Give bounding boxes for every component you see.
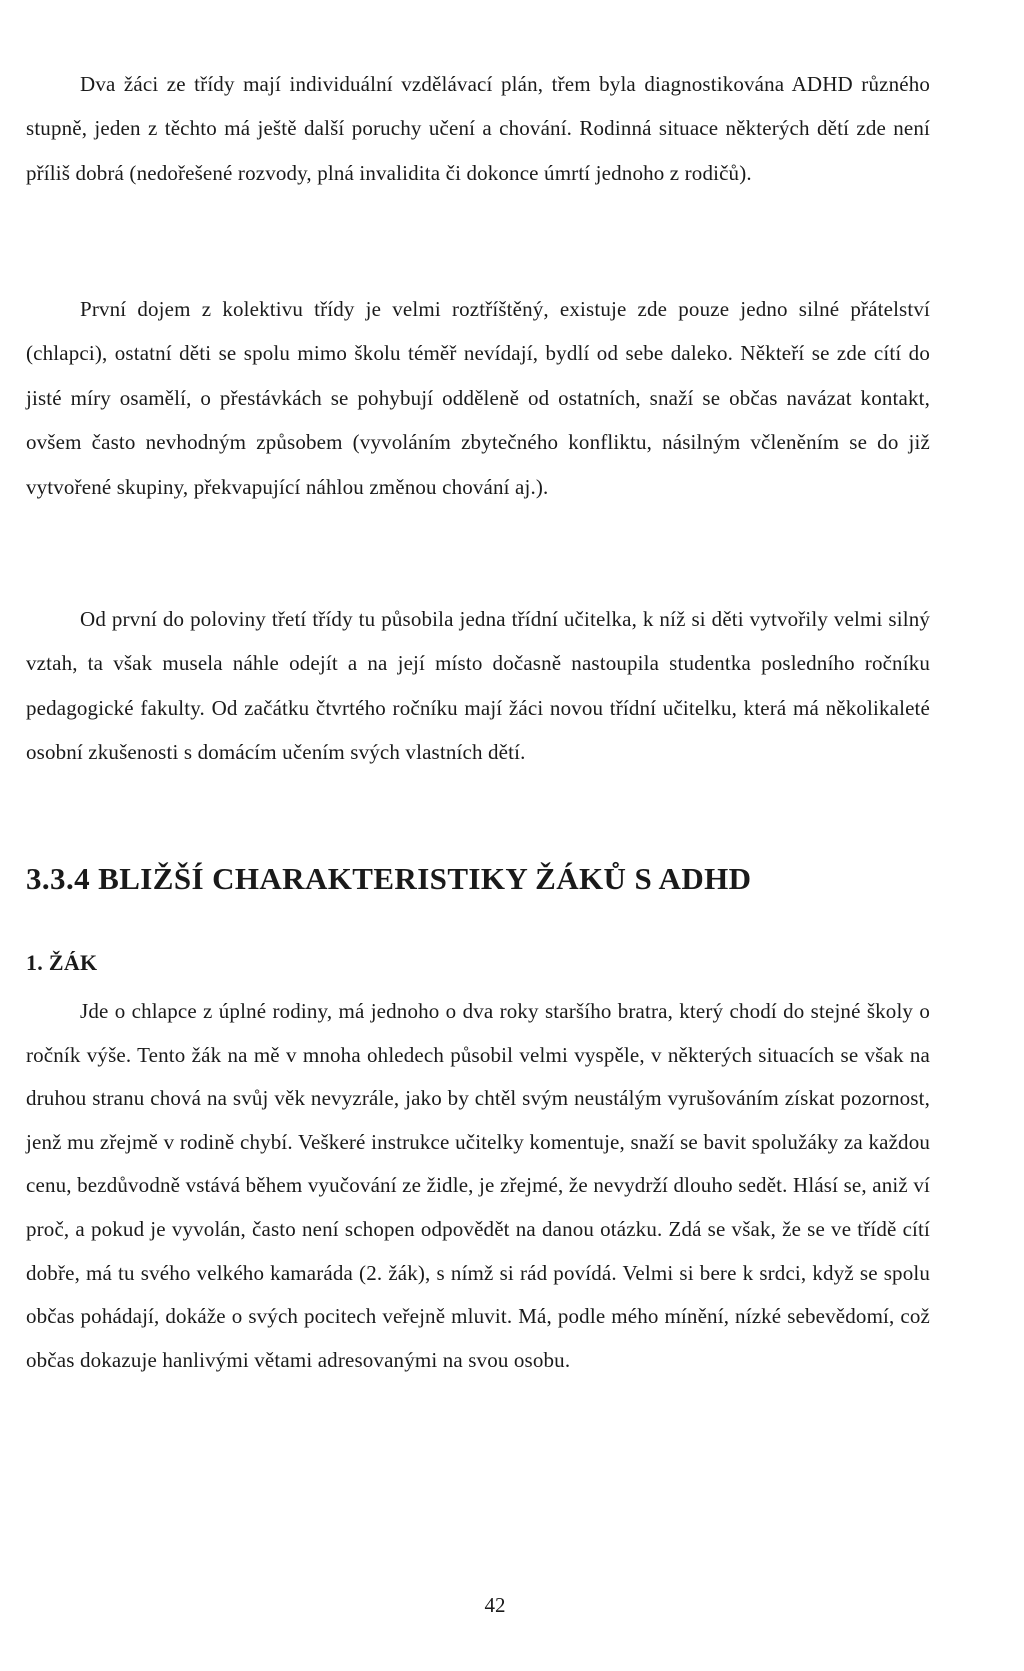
paragraph-student-description: Jde o chlapce z úplné rodiny, má jednoho o dva roky staršího bratra, který chodí do stejné školy o ročník výše. Tento žák na mě v mnoha ohledech působil velmi vyspěle, v některých situacích se však na druhou stranu chová na svůj věk nevyzrále, jako by chtěl svým neustálým vyrušováním získat pozornost, jenž mu zřejmě v rodině chybí. Veškeré instrukce učitelky komentuje, snaží se bavit spolužáky za každou cenu, bezdůvodně vstává během vyučování ze židle, je zřejmé, že nevydrží dlouho sedět. Hlásí se, aniž ví proč, a pokud je vyvolán, často není schopen odpovědět na danou otázku. Zdá se však, že se ve třídě cítí dobře, má tu svého velkého kamaráda (2. žák), s nímž si rád povídá. Velmi si bere k srdci, když se spolu občas pohádají, dokáže o svých pocitech veřejně mluvit. Má, podle mého mínění, nízké sebevědomí, což občas dokazuje hanlivými větami adresovanými na svou osobu. [26,999,930,1372]
page-number: 42 [484,1593,506,1617]
paragraph-class-composition: Dva žáci ze třídy mají individuální vzdělávací plán, třem byla diagnostikována ADHD různého stupně, jeden z těchto má ještě další poruchy učení a chování. Rodinná situace některých dětí zde není příliš dobrá (nedořešené rozvody, plná invalidita či dokonce úmrtí jednoho z rodičů). [26,72,930,185]
section-heading: 3.3.4 BLIŽŠÍ CHARAKTERISTIKY ŽÁKŮ S ADHD [26,861,752,896]
student-subheading: 1. ŽÁK [26,950,98,975]
paragraph-teachers: Od první do poloviny třetí třídy tu působila jedna třídní učitelka, k níž si děti vytvořily velmi silný vztah, ta však musela náhle odejít a na její místo dočasně nastoupila studentka posledního ročníku pedagogické fakulty. Od začátku čtvrtého ročníku mají žáci novou třídní učitelku, která má několikaleté osobní zkušenosti s domácím učením svých vlastních dětí. [26,607,930,765]
paragraph-first-impression: První dojem z kolektivu třídy je velmi roztříštěný, existuje zde pouze jedno silné přátelství (chlapci), ostatní děti se spolu mimo školu téměř nevídají, bydlí od sebe daleko. Někteří se zde cítí do jisté míry osamělí, o přestávkách se pohybují odděleně od ostatních, snaží se občas navázat kontakt, ovšem často nevhodným způsobem (vyvoláním zbytečného konfliktu, násilným včleněním se do již vytvořené skupiny, překvapující náhlou změnou chování aj.). [26,297,930,499]
